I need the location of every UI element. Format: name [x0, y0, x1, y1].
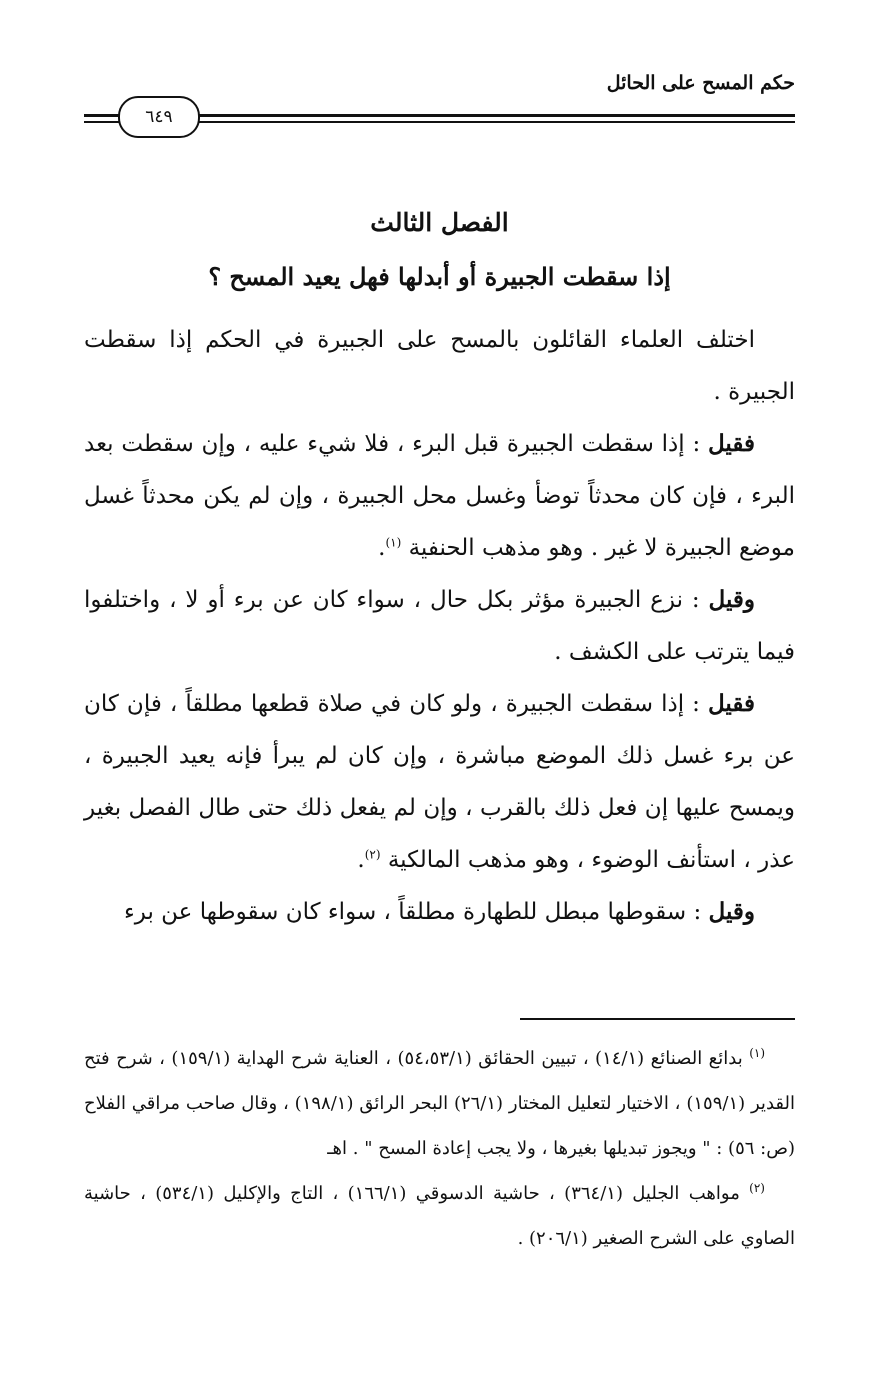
paragraph-end: . — [378, 535, 386, 561]
footnote-mark: (١) — [749, 1046, 766, 1060]
chapter-heading: الفصل الثالث — [370, 208, 509, 237]
paragraph-keyword: وقيل — [708, 586, 755, 613]
footnote-reference: (٢) — [364, 847, 381, 862]
footnote-text: بدائع الصنائع (١٤/١) ، تبيين الحقائق (٥٤،٥٣/١) ، العناية شرح الهداية (١٥٩/١) ، شرح فتح القدير (١٥٩/١) ، الاختيار لتعليل المختار (٢٦/١) البحر الرائق (١٩٨/١) ، وقال صاحب مراقي الفلاح (ص: ٥٦) : " ويجوز تبديلها بغيرها ، ولا يجب إعادة المسح " . اهـ — [84, 1048, 795, 1159]
paragraph-text: : سقوطها مبطل للطهارة مطلقاً ، سواء كان سقوطها عن برء — [123, 899, 709, 925]
paragraph — [84, 886, 795, 938]
question-heading: إذا سقطت الجبيرة أو أبدلها فهل يعيد المسح ؟ — [208, 262, 671, 291]
paragraph-text: : إذا سقطت الجبيرة ، ولو كان في صلاة قطعها مطلقاً ، فإن كان عن برء غسل ذلك الموضع مباشرة ، وإن كان لم يبرأ فإنه يعيد الجبيرة ، ويمسح عليها إن فعل ذلك بالقرب ، وإن لم يفعل ذلك حتى طال الفصل بغير عذر ، استأنف الوضوء ، وهو مذهب المالكية — [84, 691, 795, 873]
paragraph — [84, 314, 795, 418]
paragraph-keyword: فقيل — [708, 690, 755, 717]
body-text — [84, 314, 795, 938]
paragraph-end: . — [357, 847, 365, 873]
paragraph-text: اختلف العلماء القائلون بالمسح على الجبيرة في الحكم إذا سقطت الجبيرة . — [84, 327, 795, 405]
footnote-text: مواهب الجليل (٣٦٤/١) ، حاشية الدسوقي (١٦٦/١) ، التاج والإكليل (٥٣٤/١) ، حاشية الصاوي على الشرح الصغير (٢٠٦/١) . — [84, 1183, 795, 1249]
page-number: ٦٤٩ — [118, 96, 200, 138]
paragraph — [84, 418, 795, 574]
paragraph — [84, 574, 795, 678]
paragraph — [84, 678, 795, 886]
paragraph-text: : نزع الجبيرة مؤثر بكل حال ، سواء كان عن برء أو لا ، واختلفوا فيما يترتب على الكشف . — [84, 587, 795, 665]
paragraph-keyword: فقيل — [708, 430, 755, 457]
footnote-reference: (١) — [385, 535, 402, 550]
footnote-separator — [520, 1018, 795, 1020]
running-title: حكم المسح على الحائل — [606, 72, 795, 94]
footnote — [84, 1171, 795, 1261]
footnotes — [84, 1036, 795, 1261]
footnote — [84, 1036, 795, 1171]
footnote-mark: (٢) — [749, 1181, 765, 1195]
paragraph-keyword: وقيل — [708, 898, 755, 925]
paragraph-text: : إذا سقطت الجبيرة قبل البرء ، فلا شيء عليه ، وإن سقطت بعد البرء ، فإن كان محدثاً توضأ وغسل محل الجبيرة ، وإن لم يكن محدثاً غسل موضع الجبيرة لا غير . وهو مذهب الحنفية — [84, 431, 795, 561]
